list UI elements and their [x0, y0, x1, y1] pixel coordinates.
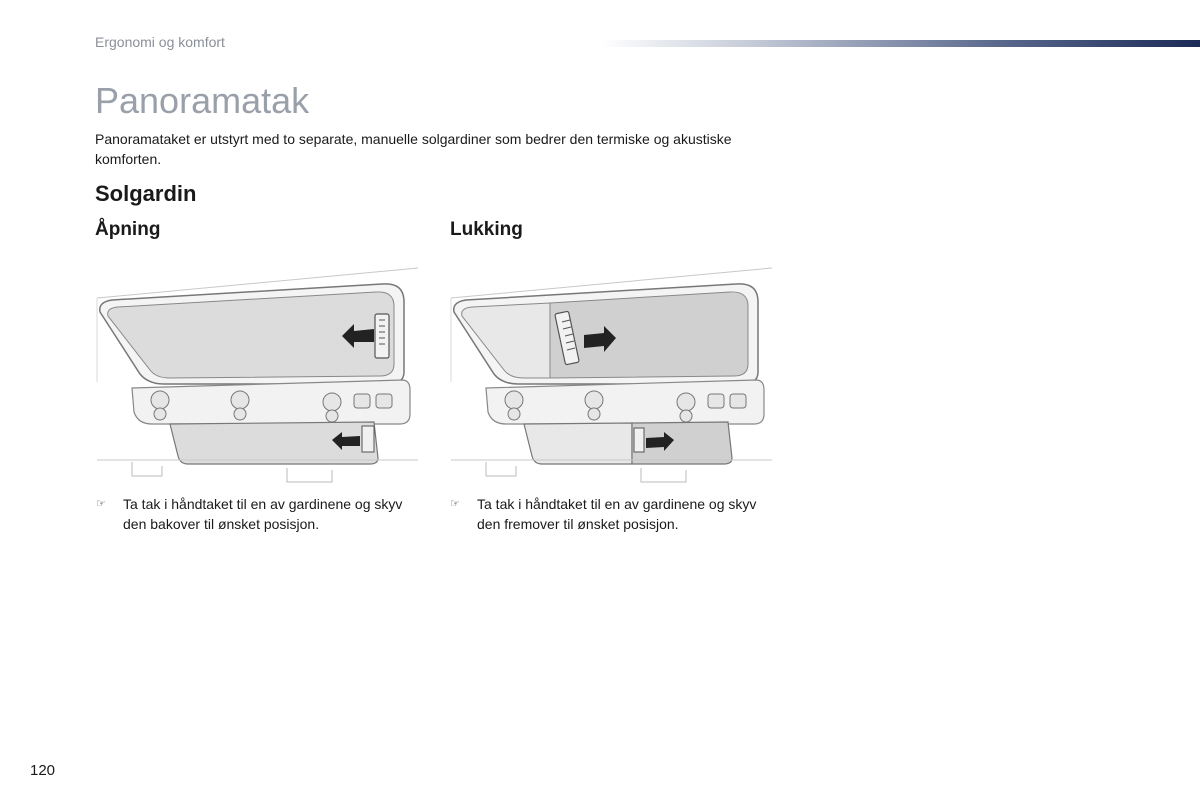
sunblind-opening-diagram	[92, 262, 422, 484]
page-title: Panoramatak	[95, 80, 310, 121]
pointing-hand-icon: ☞	[450, 498, 460, 510]
sunblind-closing-diagram	[446, 262, 776, 484]
opening-instruction	[96, 494, 416, 534]
opening-instruction-text: Ta tak i håndtaket til en av gardinene og skyv den bakover til ønsket posisjon.	[123, 496, 403, 532]
closing-heading: Lukking	[450, 219, 523, 240]
section-label: Ergonomi og komfort	[95, 34, 225, 50]
intro-text: Panoramataket er utstyrt med to separate, manuelle solgardiner som bedrer den termiske og akustiske komforten.	[95, 131, 732, 167]
opening-heading: Åpning	[95, 219, 161, 240]
closing-instruction	[450, 494, 770, 534]
header-gradient-bar	[600, 40, 1200, 47]
page-number: 120	[30, 762, 56, 779]
pointing-hand-icon: ☞	[96, 498, 106, 510]
section-heading: Solgardin	[95, 181, 197, 206]
closing-instruction-text: Ta tak i håndtaket til en av gardinene og skyv den fremover til ønsket posisjon.	[477, 496, 757, 532]
